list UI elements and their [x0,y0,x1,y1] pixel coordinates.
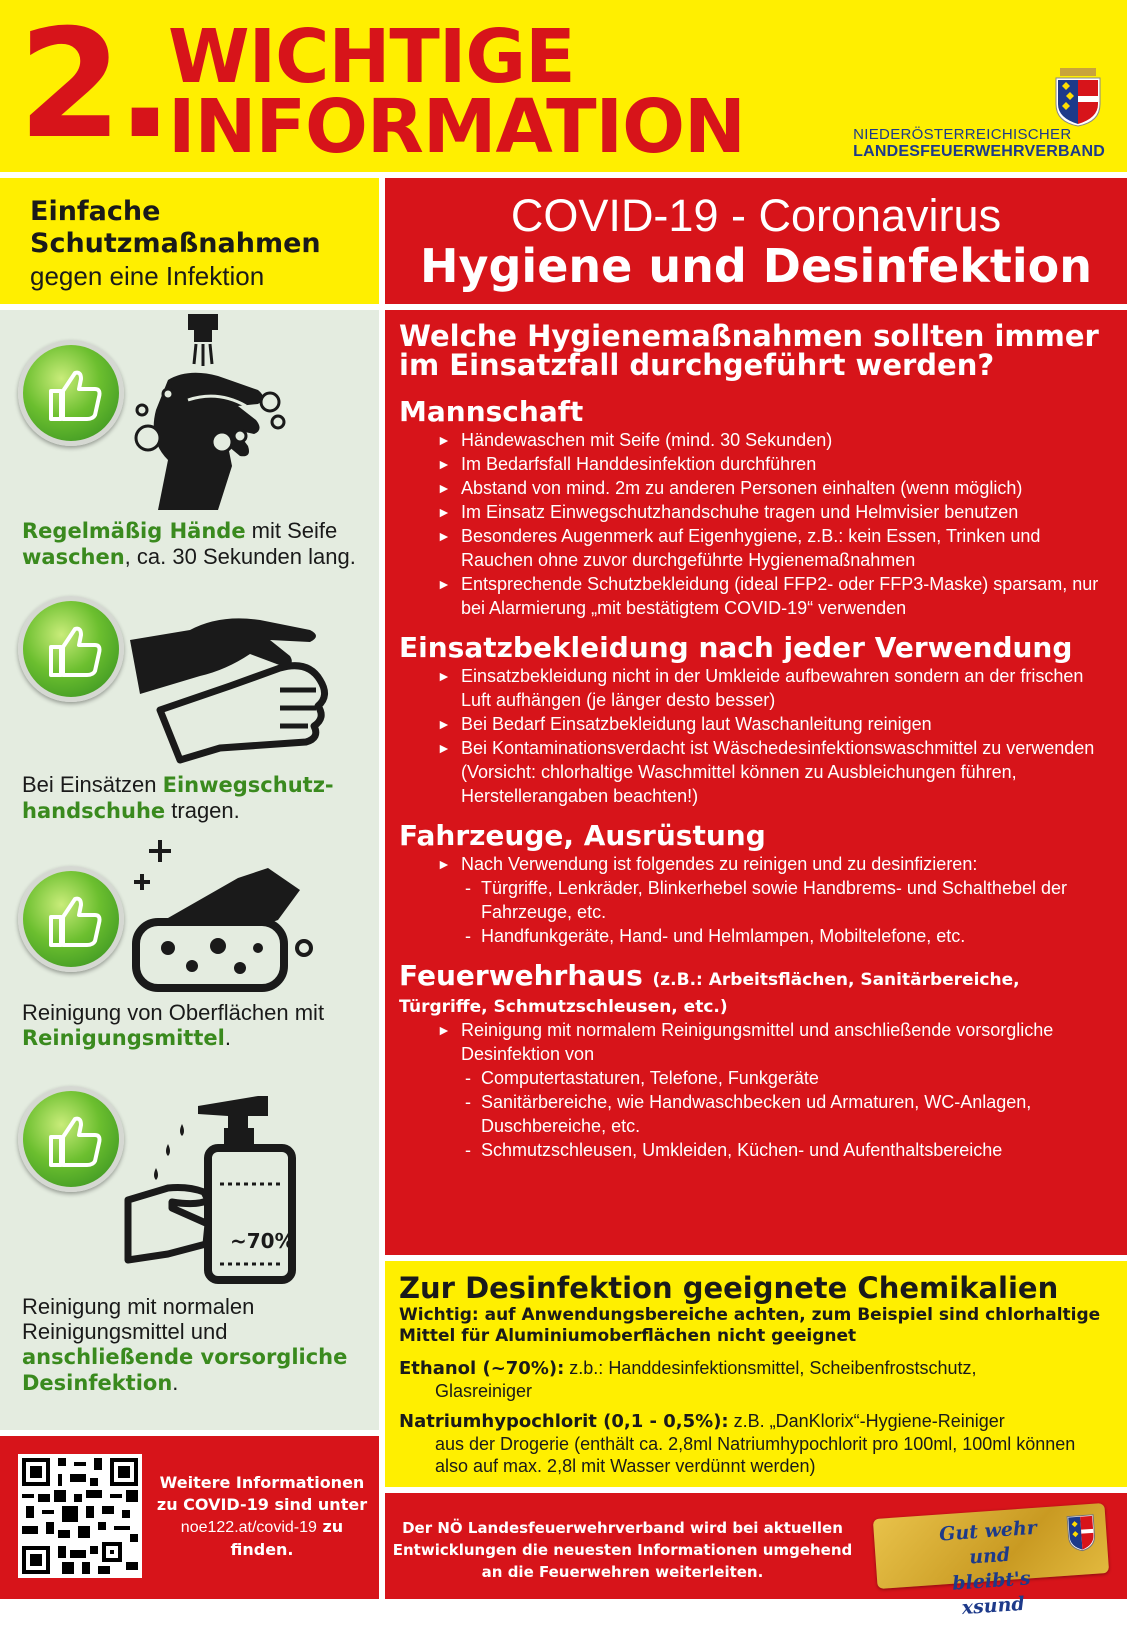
list-item: ► Im Einsatz Einwegschutzhandschuhe tragen und Helmvisier benutzen [437,502,1019,522]
section-title-feuerwehrhaus: Feuerwehrhaus (z.B.: Arbeitsflächen, Sanitärbereiche, [399,959,1020,992]
thumbs-up-icon [18,340,124,446]
list-item: ► Abstand von mind. 2m zu anderen Personen einhalten (wenn möglich) [437,478,1023,498]
chemical-natriumhypochlorit: Natriumhypochlorit (0,1 - 0,5%): z.B. „DanKlorix“-Hygiene-Reiniger aus der Drogerie (enthält ca. 2,8ml Natriumhypochlorit pro 100ml, 100ml können also auf max. 2,8l mit Wasser verdünnt werden) [399,1411,1076,1476]
list-mannschaft [399,428,1107,620]
subheader-left-normal: gegen eine Infektion [30,261,265,291]
subheader-right [385,178,1127,304]
list-item: ► Entsprechende Schutzbekleidung (ideal FFP2- oder FFP3-Maske) sparsam, nur bei Alarmierung „mit bestätigtem COVID-19“ verwenden [437,574,1099,618]
crest-icon [1052,66,1104,128]
org-line1: NIEDERÖSTERREICHISCHER [853,126,1072,143]
header-line1: WICHTIGE [168,14,575,100]
footer-right [385,1493,1127,1620]
list-item: ► Besonderes Augenmerk auf Eigenhygiene, z.B.: kein Essen, Trinken und Rauchen ohne zuvor durchgeführte Hygienemaßnahmen [437,526,1041,570]
qr-code-icon[interactable] [18,1454,142,1578]
header-number: 2. [18,0,168,172]
list-item: ► Reinigung mit normalem Reinigungsmittel und anschließende vorsorgliche Desinfektion von [437,1020,1054,1064]
left-panel [0,310,379,1430]
subheader-left-bold: Einfache Schutzmaßnahmen [30,196,321,259]
list-einsatzbekleidung [399,664,1107,808]
caption-surface-cleaning: Reinigung von Oberflächen mit Reinigungsmittel. [22,1000,325,1050]
sponge-cleaning-icon [128,838,318,998]
section-title-einsatzbekleidung: Einsatzbekleidung nach jeder Verwendung [399,631,1073,664]
caption-gloves: Bei Einsätzen Einwegschutz-handschuhe tragen. [22,772,334,823]
chemical-ethanol: Ethanol (~70%): z.b.: Handdesinfektionsmittel, Scheibenfrostschutz, Glasreiniger [399,1358,977,1401]
list-item: - Schmutzschleusen, Umkleiden, Küchen- und Aufenthaltsbereiche [465,1140,1003,1160]
chemicals-warning: Wichtig: auf Anwendungsbereiche achten, zum Beispiel sind chlorhaltige Mittel für Aluminiumoberflächen nicht geeignet [399,1305,1101,1346]
subheader-covid-title: COVID-19 - Coronavirus [510,190,1002,241]
thumbs-up-icon [18,596,124,702]
section-title-fahrzeuge: Fahrzeuge, Ausrüstung [399,819,766,852]
crest-icon [1065,1513,1098,1553]
list-item: ► Bei Bedarf Einsatzbekleidung laut Waschanleitung reinigen [437,714,932,734]
list-item: - Computertastaturen, Telefone, Funkgeräte [465,1068,819,1088]
section-title-mannschaft: Mannschaft [399,395,584,428]
caption-disinfection: Reinigung mit normalen Reinigungsmittel und anschließende vorsorgliche Desinfektion. [22,1294,348,1395]
thumbs-up-icon [18,866,124,972]
svg-text:~70%: ~70% [230,1229,295,1253]
subheader-left [0,178,379,304]
hygiene-measures-panel [385,310,1127,1255]
slogan-text: Gut wehr und bleibt's xsund [938,1516,1038,1620]
list-item: ► Im Bedarfsfall Handdesinfektion durchführen [437,454,817,474]
list-fahrzeuge [399,852,1107,948]
org-line2: LANDESFEUERWEHRVERBAND [853,143,1105,160]
footer-notice: Der NÖ Landesfeuerwehrverband wird bei aktuellen Entwicklungen die neuesten Informationen umgehend an die Feuerwehren weiterleiten. [392,1519,853,1581]
organization-name [853,126,1105,161]
list-item: ► Nach Verwendung ist folgendes zu reinigen und zu desinfizieren: [437,854,978,874]
subheader-hygiene-title: Hygiene und Desinfektion [420,239,1092,293]
list-item: - Handfunkgeräte, Hand- und Helmlampen, Mobiltelefone, etc. [465,926,966,946]
list-item: ► Bei Kontaminationsverdacht ist Wäschedesinfektionswaschmittel zu verwenden (Vorsicht: chlorhaltige Waschmittel können zu Ausbleichungen führen, Herstellerangaben beachten!) [437,738,1095,806]
header [0,0,1127,172]
slogan-badge [873,1503,1109,1620]
list-feuerwehrhaus [399,1018,1107,1162]
footer-more-info: Weitere Informationen zu COVID-19 sind unter noe122.at/covid-19 zu finden. [156,1473,368,1559]
section-subtitle-feuerwehrhaus: Türgriffe, Schmutzschleusen, etc.) [399,997,728,1017]
list-item: - Türgriffe, Lenkräder, Blinkerhebel sowie Handbrems- und Schalthebel der Fahrzeuge, etc. [465,878,1067,922]
main-question: Welche Hygienemaßnahmen sollten immer im Einsatzfall durchgeführt werden? [399,319,1099,382]
more-info-link[interactable]: noe122.at/covid-19 [180,1519,317,1536]
thumbs-up-icon [18,1086,124,1192]
list-item: - Sanitärbereiche, wie Handwaschbecken ud Armaturen, WC-Anlagen, Duschbereiche, etc. [465,1092,1032,1136]
disinfectant-dispenser-icon [128,1088,303,1288]
chemicals-panel [385,1261,1127,1487]
footer-left [0,1436,379,1599]
header-line2: INFORMATION [168,84,745,170]
chemicals-title: Zur Desinfektion geeignete Chemikalien [399,1271,1059,1305]
caption-hand-washing: Regelmäßig Hände mit Seife waschen, ca. 30 Sekunden lang. [22,518,356,569]
hand-washing-icon [128,310,288,510]
gloves-icon [130,610,335,770]
list-item: ► Händewaschen mit Seife (mind. 30 Sekunden) [437,430,833,450]
list-item: ► Einsatzbekleidung nicht in der Umkleide aufbewahren sondern an der frischen Luft aufhängen (je länger desto besser) [437,666,1084,710]
